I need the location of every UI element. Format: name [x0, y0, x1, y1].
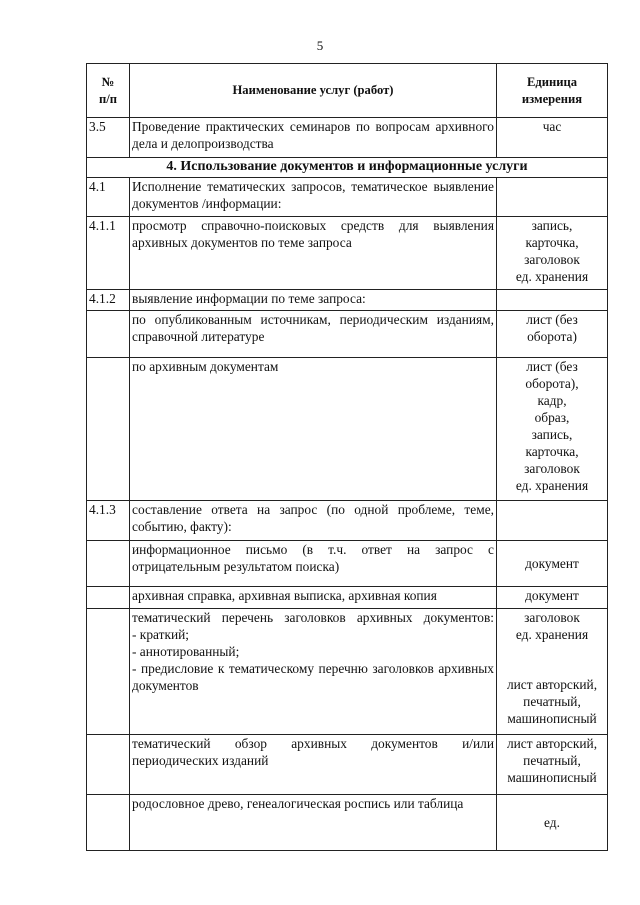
unit-of-measure: запись, карточка, заголовок ед. хранения [497, 217, 608, 290]
header-name: Наименование услуг (работ) [130, 64, 497, 118]
service-name: родословное древо, генеалогическая роспись или таблица [130, 795, 497, 851]
service-name: просмотр справочно-поисковых средств для выявления архивных документов по теме запроса [130, 217, 497, 290]
table-row [87, 609, 608, 735]
unit-of-measure [497, 609, 608, 735]
table-row [87, 118, 608, 158]
unit-of-measure: ед. [497, 795, 608, 851]
unit-of-measure [497, 178, 608, 217]
list-item: - аннотированный; [132, 644, 240, 659]
table-row [87, 311, 608, 358]
unit-of-measure [497, 290, 608, 311]
unit-of-measure: лист (без оборота) [497, 311, 608, 358]
service-name: составление ответа на запрос (по одной проблеме, теме, событию, факту): [130, 501, 497, 541]
service-name: Проведение практических семинаров по вопросам архивного дела и делопроизводства [130, 118, 497, 158]
service-name: по архивным документам [130, 358, 497, 501]
service-name: выявление информации по теме запроса: [130, 290, 497, 311]
table-row [87, 358, 608, 501]
services-table [86, 63, 608, 851]
page-number: 5 [316, 38, 324, 53]
header-unit: Единица измерения [497, 64, 608, 118]
unit-of-measure [497, 501, 608, 541]
unit-of-measure: лист (без оборота), кадр, образ, запись, карточка, заголовок ед. хранения [497, 358, 608, 501]
row-number: 4.1.2 [87, 290, 130, 311]
row-number [87, 609, 130, 735]
section-row [87, 158, 608, 178]
unit-of-measure: документ [497, 541, 608, 587]
row-number [87, 735, 130, 795]
service-name [130, 609, 497, 735]
table-row [87, 541, 608, 587]
unit-of-measure: лист авторский, печатный, машинописный [497, 735, 608, 795]
header-num: № п/п [87, 64, 130, 118]
table-header-row [87, 64, 608, 118]
row-number [87, 311, 130, 358]
table-row [87, 501, 608, 541]
row-number: 4.1.1 [87, 217, 130, 290]
table-row [87, 587, 608, 609]
row-number [87, 587, 130, 609]
unit-of-measure: час [497, 118, 608, 158]
table-row [87, 178, 608, 217]
row-number [87, 541, 130, 587]
table-row [87, 290, 608, 311]
service-name: Исполнение тематических запросов, тематическое выявление документов /информации: [130, 178, 497, 217]
table-row [87, 795, 608, 851]
row-number [87, 358, 130, 501]
table-row [87, 735, 608, 795]
unit-top: заголовок ед. хранения [515, 610, 589, 642]
row-number: 4.1 [87, 178, 130, 217]
list-title: тематический перечень заголовков архивных документов: [132, 610, 494, 625]
list-item: - предисловие к тематическому перечню заголовков архивных документов [132, 661, 494, 693]
table-row [87, 217, 608, 290]
unit-of-measure: документ [497, 587, 608, 609]
list-item: - краткий; [132, 627, 190, 642]
service-name: по опубликованным источникам, периодическим изданиям, справочной литературе [130, 311, 497, 358]
section-title: 4. Использование документов и информационные услуги [87, 158, 608, 178]
service-name: тематический обзор архивных документов и/или периодических изданий [130, 735, 497, 795]
service-name: архивная справка, архивная выписка, архивная копия [130, 587, 497, 609]
row-number [87, 795, 130, 851]
service-name: информационное письмо (в т.ч. ответ на запрос с отрицательным результатом поиска) [130, 541, 497, 587]
row-number: 3.5 [87, 118, 130, 158]
unit-bottom: лист авторский, печатный, машинописный [506, 677, 598, 726]
row-number: 4.1.3 [87, 501, 130, 541]
